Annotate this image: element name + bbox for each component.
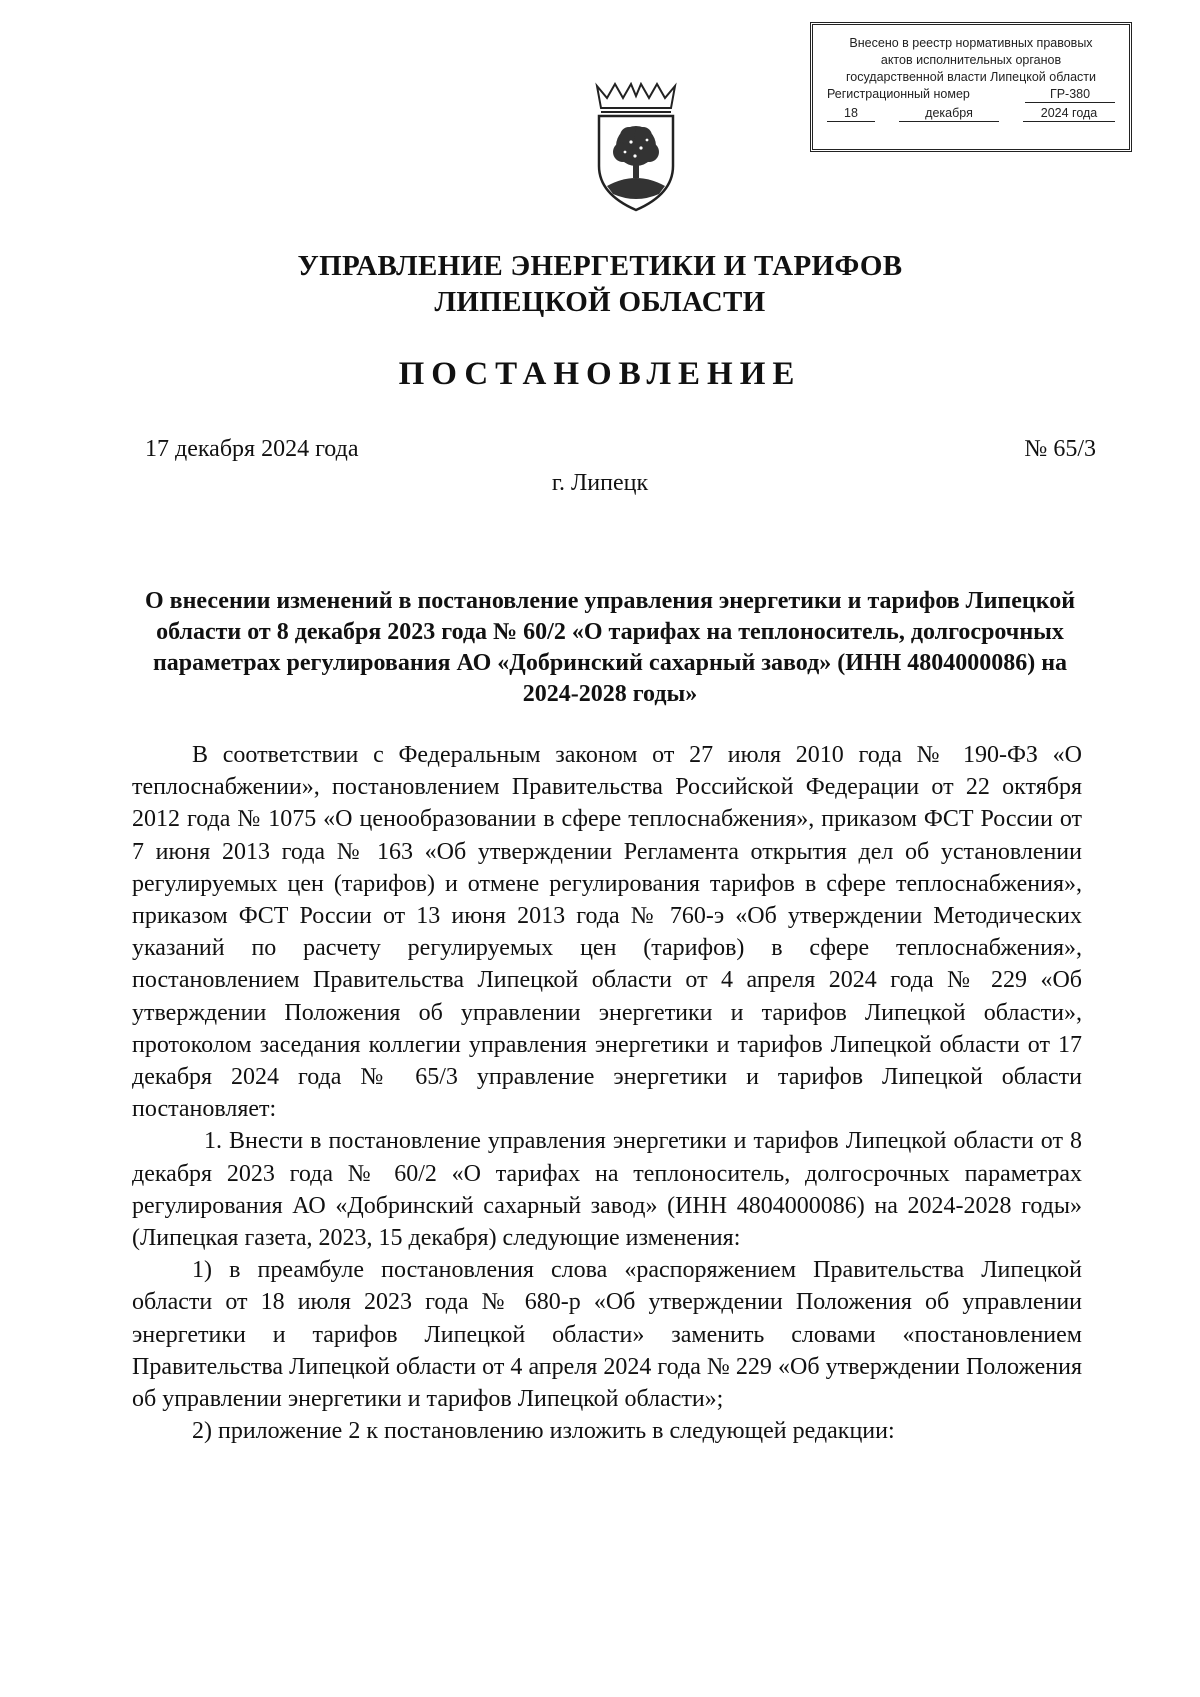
document-city: г. Липецк (551, 470, 649, 496)
document-type: ПОСТАНОВЛЕНИЕ (398, 356, 802, 392)
stamp-registration-number: ГР-380 (1025, 87, 1115, 103)
preamble-paragraph: В соответствии с Федеральным законом от 27 июля 2010 года № 190-ФЗ «О теплоснабжении», постановлением Правительства Российской Федерации от 22 октября 2012 года № 1075 «О ценообразовании в сфере теплоснабжения», приказом ФСТ России от 7 июня 2013 года № 163 «Об утверждении Регламента открытия дел об установлении регулируемых цен (тарифов) и отмене регулирования тарифов в сфере теплоснабжения», приказом ФСТ России от 13 июня 2013 года № 760-э «Об утверждении Методических указаний по расчету регулируемых цен (тарифов) в сфере теплоснабжения», постановлением Правительства Липецкой области от 4 апреля 2024 года № 229 «Об утверждении Положения об управлении энергетики и тарифов Липецкой области», протоколом заседания коллегии управления энергетики и тарифов Липецкой области от 17 декабря 2024 года № 65/3 управление энергетики и тарифов Липецкой области постановляет: (132, 742, 1082, 1123)
stamp-date-row (819, 106, 1123, 122)
stamp-registration-label: Регистрационный номер (827, 87, 970, 101)
organization-title-line-1: УПРАВЛЕНИЕ ЭНЕРГЕТИКИ И ТАРИФОВ (297, 250, 903, 282)
organization-title (0, 248, 1200, 320)
stamp-year: 2024 года (1023, 106, 1115, 122)
stamp-line-3: государственной власти Липецкой области (845, 70, 1097, 84)
stamp-registration-row (819, 86, 1123, 103)
stamp-line-2: актов исполнительных органов (880, 53, 1062, 67)
subitem-1-paragraph: 1) в преамбуле постановления слова «распоряжением Правительства Липецкой области от 18 июля 2023 года № 680-р «Об утверждении Положения об управлении энергетики и тарифов Липецкой области» заменить словами «постановлением Правительства Липецкой области от 4 апреля 2024 года № 229 «Об утверждении Положения об управлении энергетики и тарифов Липецкой области»; (132, 1257, 1082, 1413)
document-number: № 65/3 (1024, 436, 1096, 462)
item-1-paragraph: 1. Внести в постановление управления энергетики и тарифов Липецкой области от 8 декабря 2023 года № 60/2 «О тарифах на теплоноситель, долгосрочных параметрах регулирования АО «Добринский сахарный завод» (ИНН 4804000086) на 2024-2028 годы» (Липецкая газета, 2023, 15 декабря) следующие изменения: (132, 1128, 1082, 1252)
document-subject: О внесении изменений в постановление управления энергетики и тарифов Липецкой области от 8 декабря 2023 года № 60/2 «О тарифах на теплоноситель, долгосрочных параметрах регулирования АО «Добринский сахарный завод» (ИНН 4804000086) на 2024-2028 годы» (144, 588, 1076, 707)
registry-stamp (810, 22, 1132, 152)
document-body (132, 739, 1082, 1447)
document-date: 17 декабря 2024 года (145, 436, 359, 462)
stamp-line-1: Внесено в реестр нормативных правовых (849, 36, 1093, 50)
coat-of-arms-icon (593, 82, 679, 214)
organization-title-line-2: ЛИПЕЦКОЙ ОБЛАСТИ (434, 286, 766, 318)
stamp-month: декабря (899, 106, 999, 122)
subitem-2-paragraph: 2) приложение 2 к постановлению изложить в следующей редакции: (192, 1418, 895, 1445)
stamp-day: 18 (827, 106, 875, 122)
